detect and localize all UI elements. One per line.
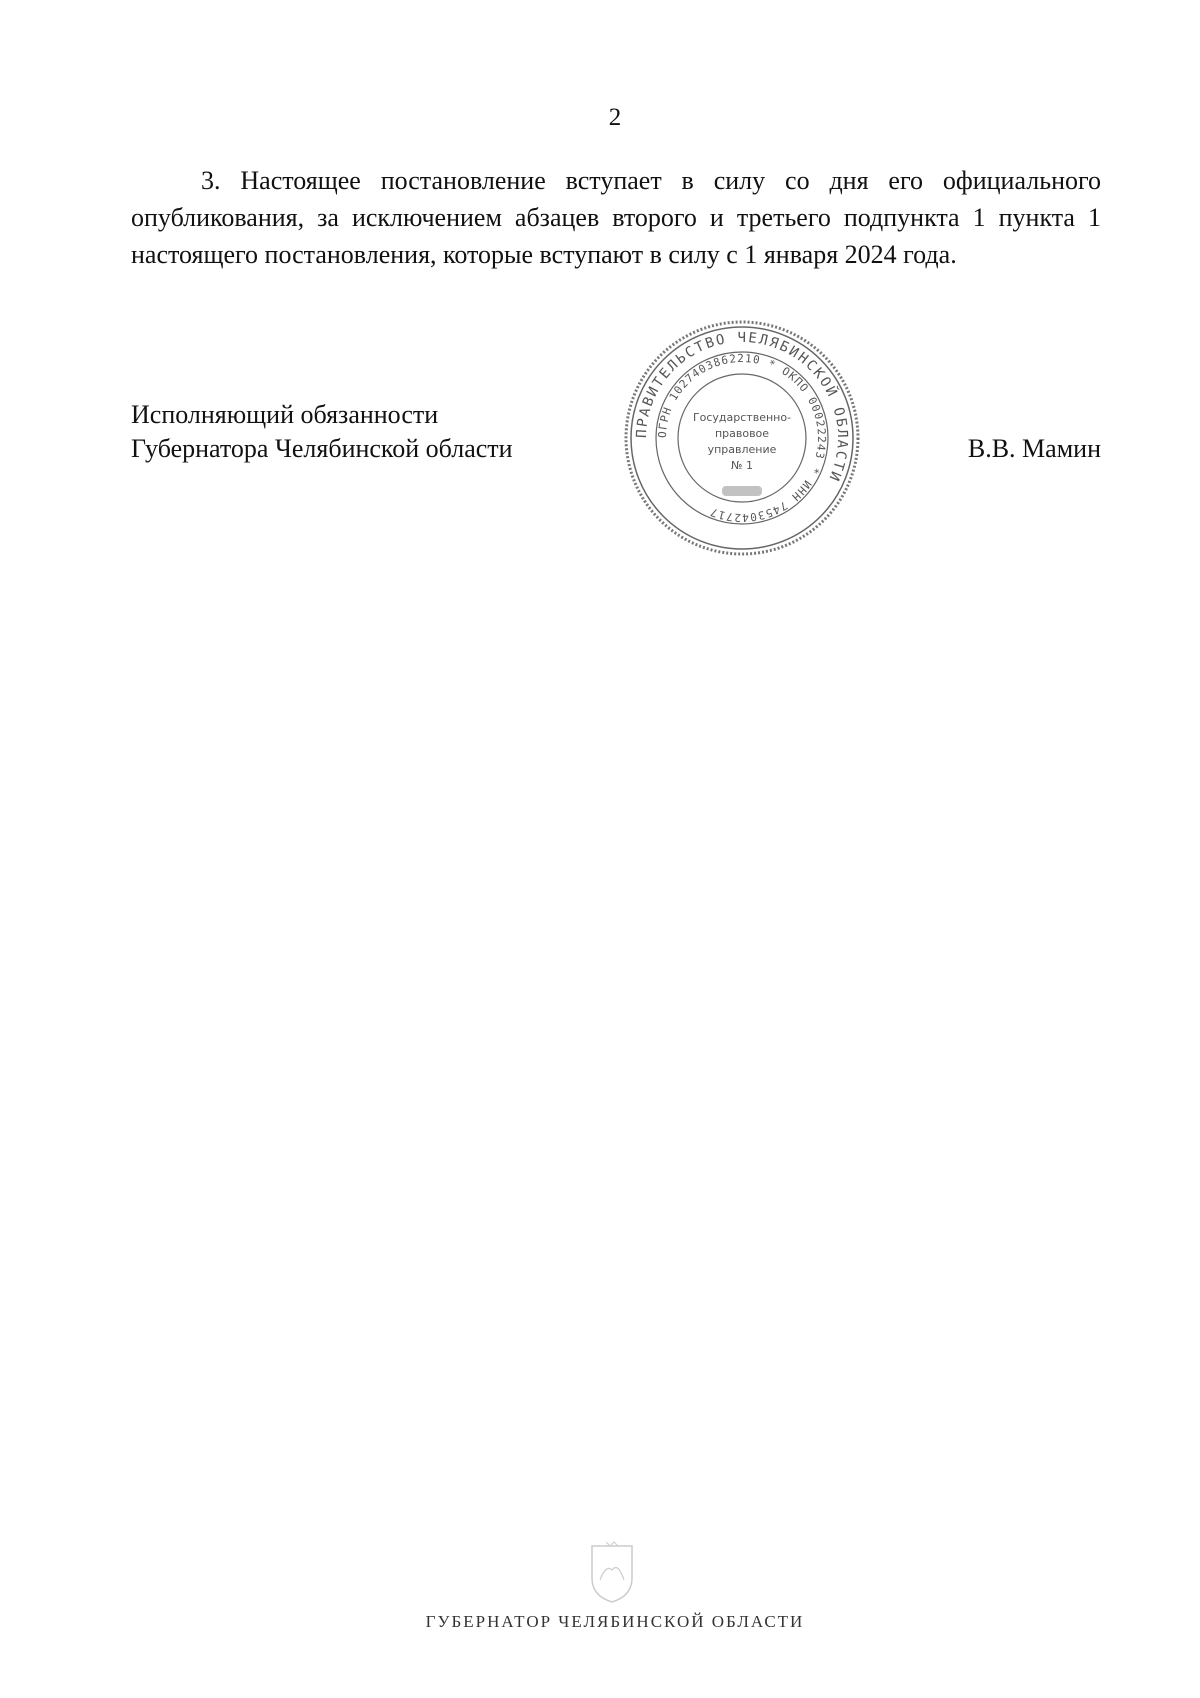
official-seal xyxy=(622,318,862,558)
seal-center-line-3: управление xyxy=(707,443,777,456)
coat-of-arms-icon xyxy=(586,1540,638,1606)
seal-ring-text: ОГРН 1027403862210 * ОКПО 00022243 * ИНН 7453042717 xyxy=(655,351,829,525)
footer-label: ГУБЕРНАТОР ЧЕЛЯБИНСКОЙ ОБЛАСТИ xyxy=(425,1612,805,1631)
signer-title xyxy=(131,398,513,466)
body-paragraph: 3. Настоящее постановление вступает в силу со дня его официального опубликования, за исключением абзацев второго и третьего подпункта 1 пункта 1 настоящего постановления, которые вступают в силу с 1 января 2024 года. xyxy=(131,166,1101,269)
seal-center-line-4: № 1 xyxy=(731,459,753,472)
signer-title-line-2: Губернатора Челябинской области xyxy=(131,434,513,463)
signer-title-line-1: Исполняющий обязанности xyxy=(131,400,439,429)
signer-name: В.В. Мамин xyxy=(967,434,1101,463)
seal-center-line-1: Государственно- xyxy=(692,411,792,424)
page-number: 2 xyxy=(608,104,622,131)
seal-center-line-2: правовое xyxy=(714,427,770,440)
seal-outer-text: ПРАВИТЕЛЬСТВО ЧЕЛЯБИНСКОЙ ОБЛАСТИ xyxy=(633,329,851,485)
